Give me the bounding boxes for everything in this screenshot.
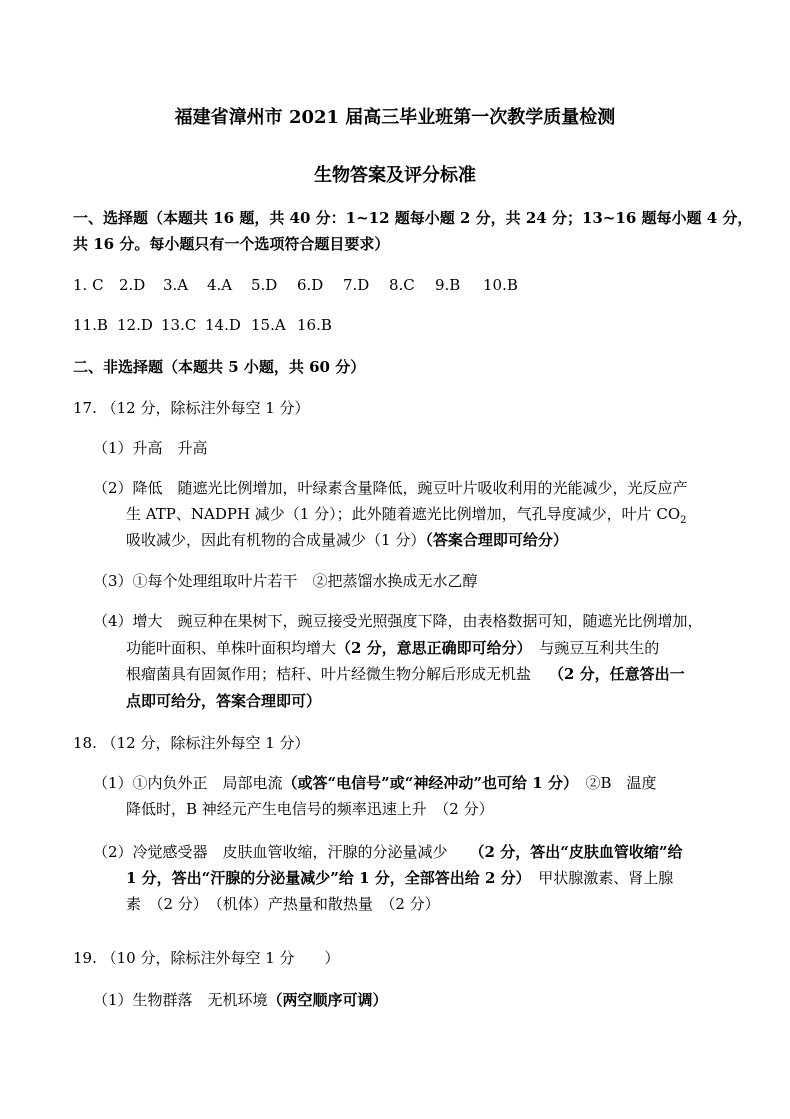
answer-item: 4.A <box>207 276 233 294</box>
q17-part2-line3-text: 吸收减少，因此有机物的合成量减少（1 分） <box>126 531 426 549</box>
q19-part1 <box>93 990 388 1010</box>
q17-part2-line2-text: 生 ATP、NADPH 减少（1 分）；此外随着遮光比例增加，气孔导度减少，叶片 CO <box>126 505 681 523</box>
q18-part1-line1-text: （1）①内负外正 局部电流 <box>93 774 283 792</box>
q18-part2-line1 <box>93 842 682 862</box>
document-title: 福建省漳州市 2021 届高三毕业班第一次教学质量检测 <box>174 107 616 128</box>
document-subtitle: 生物答案及评分标准 <box>314 165 476 186</box>
q18-part1-grading-note: （或答“电信号”或“神经冲动”也可给 1 分） <box>282 774 571 792</box>
q17-part2-line1: （2）降低 随遮光比例增加，叶绿素含量降低，豌豆叶片吸收利用的光能减少，光反应产 <box>93 479 688 497</box>
q17-part2-line3 <box>126 530 568 550</box>
q18-part2-grading-note-b: 1 分，答出“汗腺的分泌量减少”给 1 分，全部答出给 2 分） <box>126 869 524 887</box>
q17-part4-line3-text: 根瘤菌具有固氮作用；桔秆、叶片经微生物分解后形成无机盐 <box>126 665 532 683</box>
q17-part4-line2 <box>126 638 659 658</box>
answers-row-2 <box>73 316 332 334</box>
answer-item: 2.D <box>119 276 146 294</box>
q17-part4-grading-note-2: （2 分，任意答出一 <box>549 665 685 683</box>
answer-item: 15.A <box>251 316 286 334</box>
co2-subscript: 2 <box>680 515 687 526</box>
answer-item: 11.B <box>73 316 108 334</box>
q17-part4-line4: 点即可给分，答案合理即可） <box>126 692 322 710</box>
q17-part2-grading-note: （答案合理即可给分） <box>425 531 568 549</box>
q19-header: 19. （10 分，除标注外每空 1 分 ） <box>73 949 340 967</box>
q17-part4-line1: （4）增大 豌豆种在果树下，豌豆接受光照强度下降，由表格数据可知，随遮光比例增加， <box>93 612 703 630</box>
answer-item: 9.B <box>435 276 461 294</box>
q17-part1: （1）升高 升高 <box>93 439 208 457</box>
q18-part2-line1-text: （2）冷觉感受器 皮肤血管收缩，汗腺的分泌量减少 <box>93 843 448 861</box>
answer-item: 7.D <box>343 276 370 294</box>
answer-item: 3.A <box>163 276 189 294</box>
q17-header: 17. （12 分，除标注外每空 1 分） <box>73 399 310 417</box>
q19-part1-text: （1）生物群落 无机环境 <box>93 991 268 1009</box>
q17-part3: （3）①每个处理组取叶片若干 ②把蒸馏水换成无水乙醇 <box>93 572 478 590</box>
q19-part1-grading-note: （两空顺序可调） <box>267 991 388 1009</box>
q18-part2-grading-note-a: （2 分，答出“皮肤血管收缩”给 <box>469 843 683 861</box>
answer-item: 5.D <box>251 276 278 294</box>
answer-item: 10.B <box>483 276 518 294</box>
section1-heading-line2: 共 16 分。每小题只有一个选项符合题目要求） <box>73 235 390 253</box>
answer-item: 12.D <box>117 316 153 334</box>
q18-part1-line1 <box>93 773 656 793</box>
q17-part2-line2 <box>126 504 687 531</box>
q18-part2-line2-tail: 甲状腺激素、肾上腺 <box>523 869 674 887</box>
answer-item: 16.B <box>297 316 332 334</box>
answer-item: 1. C <box>73 276 104 294</box>
q17-part4-grading-note-1: （2 分，意思正确即可给分） <box>336 639 525 657</box>
q17-part4-line3 <box>126 664 685 684</box>
q18-part1-line1-tail: ②B 温度 <box>570 774 657 792</box>
q17-part4-line2-tail: 与豌豆互利共生的 <box>524 639 660 657</box>
q18-part2-line3: 素 （2 分） （机体）产热量和散热量 （2 分） <box>126 895 440 913</box>
answer-item: 8.C <box>389 276 415 294</box>
section1-heading-line1: 一、选择题（本题共 16 题，共 40 分：1~12 题每小题 2 分，共 24 分；13~16 题每小题 4 分， <box>73 209 753 227</box>
q18-part1-line2: 降低时，B 神经元产生电信号的频率迅速上升 （2 分） <box>126 800 494 818</box>
q17-part4-line2-text: 功能叶面积、单株叶面积均增大 <box>126 639 337 657</box>
answers-row-1 <box>73 276 518 294</box>
answer-item: 6.D <box>297 276 324 294</box>
answer-item: 14.D <box>205 316 241 334</box>
answer-item: 13.C <box>161 316 197 334</box>
q18-part2-line2 <box>126 868 673 888</box>
q18-header: 18. （12 分，除标注外每空 1 分） <box>73 734 310 752</box>
section2-heading: 二、非选择题（本题共 5 小题，共 60 分） <box>73 358 366 376</box>
